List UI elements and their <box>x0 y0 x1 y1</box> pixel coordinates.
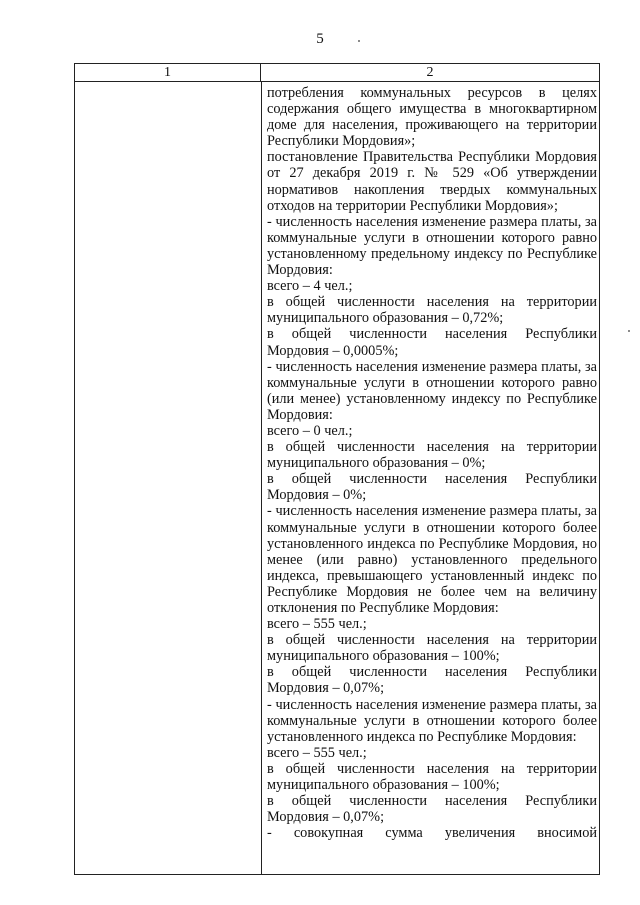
column-header-2: 2 <box>261 64 599 82</box>
text-line: Мордовия – 0,0005%; <box>267 342 399 359</box>
text-line: в общей численности населения на территории <box>267 632 597 649</box>
text-line: нормативов накопления твердых коммунальных <box>267 181 597 198</box>
document-table <box>74 63 600 875</box>
column-divider <box>261 82 262 874</box>
text-line: Мордовия – 0,07%; <box>267 680 385 697</box>
text-line: потребления коммунальных ресурсов в целях <box>267 85 597 101</box>
scan-speck <box>628 330 630 332</box>
text-line: в общей численности населения Республики <box>267 326 597 343</box>
text-line: муниципального образования – 100%; <box>267 648 500 665</box>
text-line: установленного индекса по Республике Мордовия: <box>267 728 577 745</box>
text-line: в общей численности населения Республики <box>267 793 597 810</box>
text-line: содержания общего имущества в многоквартирном <box>267 101 597 118</box>
text-line: всего – 555 чел.; <box>267 744 367 761</box>
scan-speck <box>358 40 360 42</box>
text-line: муниципального образования – 0,72%; <box>267 310 504 327</box>
text-line: коммунальные услуги в отношении которого равно <box>267 374 597 391</box>
page-number: 5 <box>316 31 324 47</box>
text-line: постановление Правительства Республики Мордовия <box>267 149 597 166</box>
text-line: менее (или равно) установленного предельного <box>267 551 597 568</box>
text-line: - численность населения изменение размера платы, за <box>267 696 597 713</box>
text-line: в общей численности населения на территории <box>267 760 597 777</box>
text-line: муниципального образования – 0%; <box>267 455 486 472</box>
text-line: Республики Мордовия»; <box>267 133 416 150</box>
text-line: всего – 0 чел.; <box>267 422 353 439</box>
text-line: установленного индекса по Республике Мордовия, но <box>267 535 597 552</box>
text-line: (или менее) установленному индексу по Республике <box>267 390 597 407</box>
text-line: всего – 4 чел.; <box>267 278 353 295</box>
text-line: всего – 555 чел.; <box>267 616 367 633</box>
text-line: муниципального образования – 100%; <box>267 777 500 794</box>
text-line: коммунальные услуги в отношении которого более <box>267 519 597 536</box>
text-line: в общей численности населения на территории <box>267 294 597 311</box>
text-line: Мордовия: <box>267 262 333 279</box>
text-line: индекса, превышающего установленный индекс по <box>267 567 597 584</box>
text-line: - совокупная сумма увеличения вносимой <box>267 825 597 842</box>
text-line: отходов на территории Республики Мордовия»; <box>267 197 558 214</box>
text-line: от 27 декабря 2019 г. № 529 «Об утверждении <box>267 165 597 182</box>
text-line: - численность населения изменение размера платы, за <box>267 213 597 230</box>
text-line: в общей численности населения Республики <box>267 471 597 488</box>
text-line: установленному предельному индексу по Республике <box>267 245 597 262</box>
text-line: Мордовия: <box>267 406 333 423</box>
text-line: в общей численности населения на территории <box>267 439 597 456</box>
text-line: в общей численности населения Республики <box>267 664 597 681</box>
text-line: Республике Мордовия не более чем на величину <box>267 583 597 600</box>
text-line: Мордовия – 0,07%; <box>267 809 385 826</box>
column-2-text <box>267 85 597 841</box>
text-line: коммунальные услуги в отношении которого более <box>267 712 597 729</box>
text-line: отклонения по Республике Мордовия: <box>267 600 499 616</box>
column-header-1: 1 <box>75 64 261 82</box>
text-line: Мордовия – 0%; <box>267 487 367 504</box>
text-line: коммунальные услуги в отношении которого равно <box>267 229 597 246</box>
text-line: доме для населения, проживающего на территории <box>267 117 597 134</box>
text-line: - численность населения изменение размера платы, за <box>267 358 597 375</box>
text-line: - численность населения изменение размера платы, за <box>267 503 597 520</box>
